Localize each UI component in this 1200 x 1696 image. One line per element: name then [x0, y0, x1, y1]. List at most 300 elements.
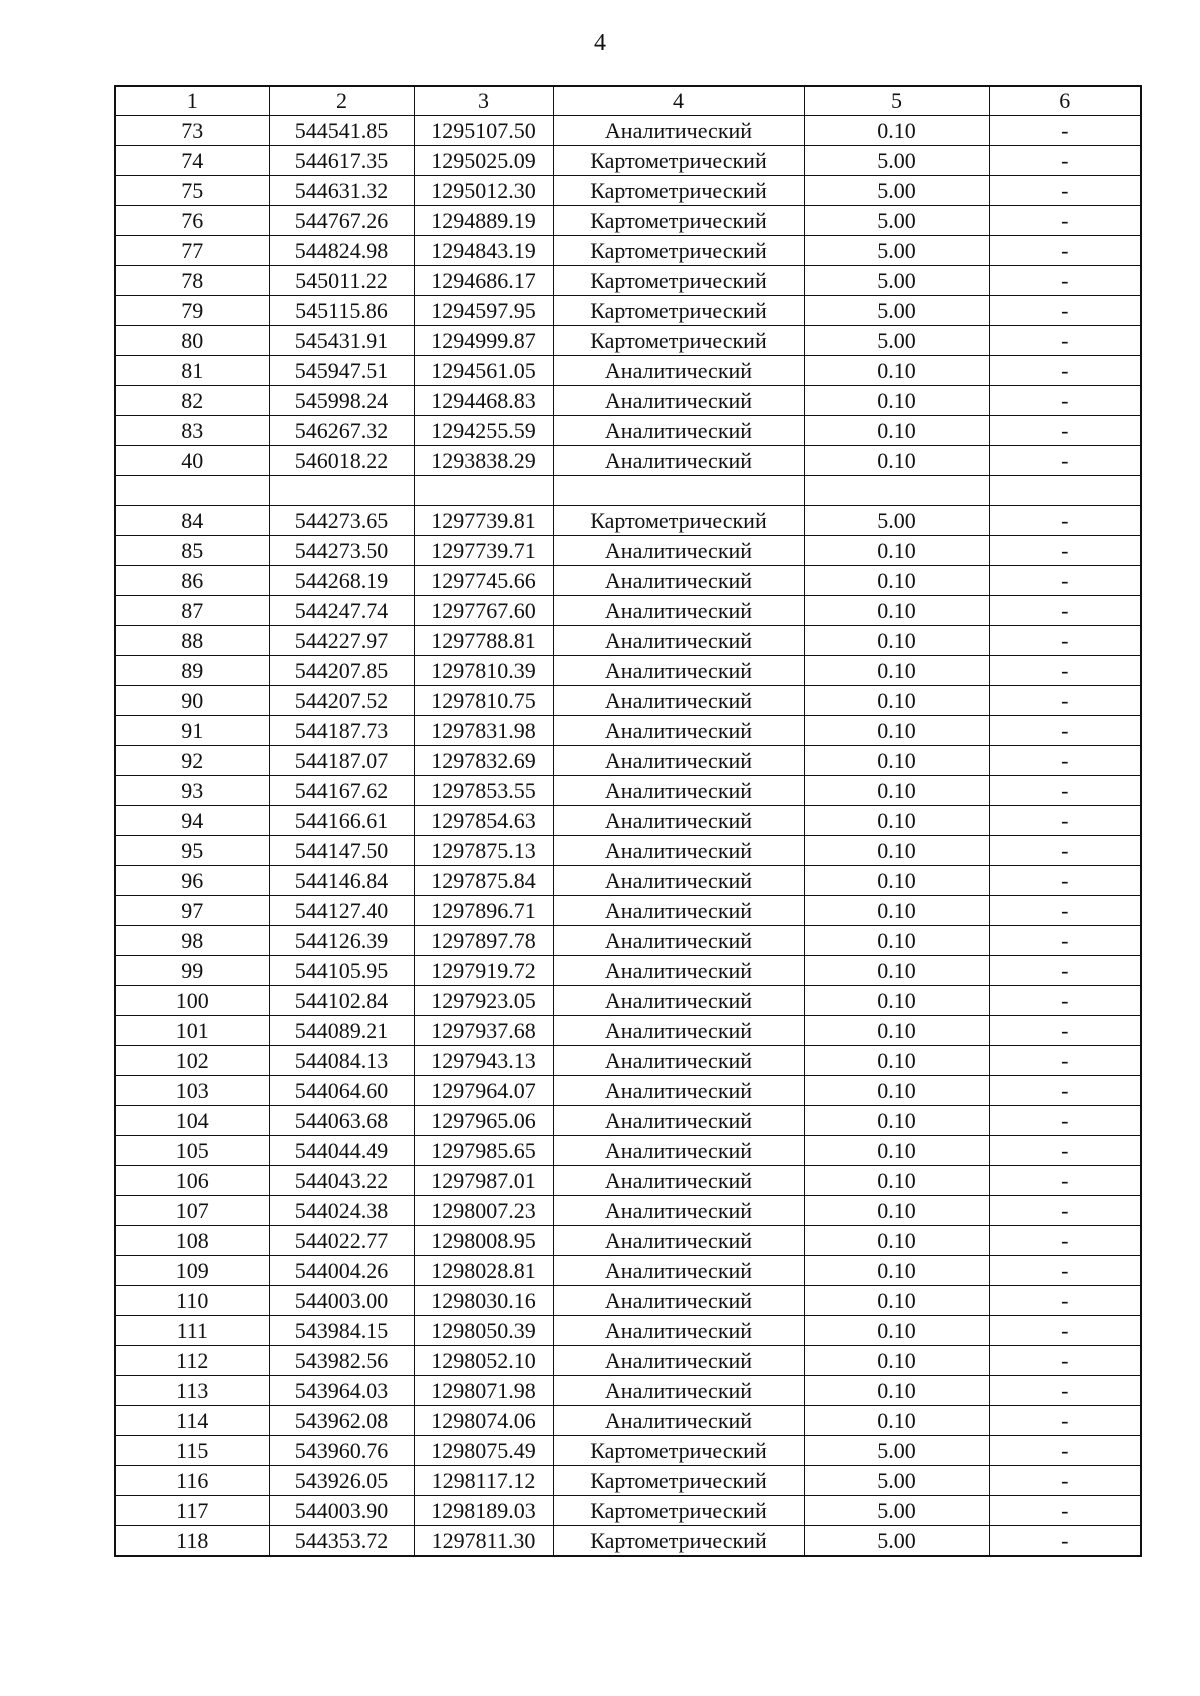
point-number-cell: 76: [115, 206, 269, 236]
header-row: [115, 86, 1141, 116]
method-cell: Аналитический: [553, 356, 804, 386]
accuracy-cell: 0.10: [804, 116, 989, 146]
x-coordinate-cell: 543964.03: [269, 1376, 414, 1406]
method-cell: Аналитический: [553, 1376, 804, 1406]
y-coordinate-cell: 1295012.30: [414, 176, 553, 206]
y-coordinate-cell: 1297943.13: [414, 1046, 553, 1076]
header-cell: 2: [269, 86, 414, 116]
point-number-cell: 111: [115, 1316, 269, 1346]
method-cell: Аналитический: [553, 926, 804, 956]
accuracy-cell: 5.00: [804, 1496, 989, 1526]
x-coordinate-cell: 544167.62: [269, 776, 414, 806]
y-coordinate-cell: 1298189.03: [414, 1496, 553, 1526]
accuracy-cell: 0.10: [804, 596, 989, 626]
note-cell: -: [989, 776, 1141, 806]
accuracy-cell: 5.00: [804, 326, 989, 356]
table-row: [115, 1436, 1141, 1466]
note-cell: -: [989, 1136, 1141, 1166]
accuracy-cell: 5.00: [804, 1466, 989, 1496]
point-number-cell: 101: [115, 1016, 269, 1046]
y-coordinate-cell: 1298008.95: [414, 1226, 553, 1256]
note-cell: -: [989, 1166, 1141, 1196]
note-cell: -: [989, 596, 1141, 626]
method-cell: Аналитический: [553, 1166, 804, 1196]
table-row: [115, 1376, 1141, 1406]
accuracy-cell: 0.10: [804, 716, 989, 746]
y-coordinate-cell: 1297739.81: [414, 506, 553, 536]
accuracy-cell: 0.10: [804, 386, 989, 416]
method-cell: Картометрический: [553, 146, 804, 176]
point-number-cell: 103: [115, 1076, 269, 1106]
accuracy-cell: 0.10: [804, 1076, 989, 1106]
point-number-cell: 81: [115, 356, 269, 386]
table-row: [115, 296, 1141, 326]
table-row: [115, 716, 1141, 746]
table-row: [115, 1256, 1141, 1286]
note-cell: -: [989, 1406, 1141, 1436]
x-coordinate-cell: 544273.50: [269, 536, 414, 566]
header-cell: 3: [414, 86, 553, 116]
x-coordinate-cell: 544353.72: [269, 1526, 414, 1557]
y-coordinate-cell: 1298028.81: [414, 1256, 553, 1286]
method-cell: Аналитический: [553, 386, 804, 416]
note-cell: -: [989, 326, 1141, 356]
note-cell: -: [989, 266, 1141, 296]
table-row: [115, 1286, 1141, 1316]
accuracy-cell: 5.00: [804, 506, 989, 536]
note-cell: -: [989, 956, 1141, 986]
accuracy-cell: 0.10: [804, 446, 989, 476]
y-coordinate-cell: 1297854.63: [414, 806, 553, 836]
method-cell: Аналитический: [553, 596, 804, 626]
x-coordinate-cell: 545431.91: [269, 326, 414, 356]
y-coordinate-cell: 1295107.50: [414, 116, 553, 146]
x-coordinate-cell: 544102.84: [269, 986, 414, 1016]
accuracy-cell: 0.10: [804, 356, 989, 386]
table-row: [115, 926, 1141, 956]
x-coordinate-cell: 544064.60: [269, 1076, 414, 1106]
x-coordinate-cell: 544146.84: [269, 866, 414, 896]
x-coordinate-cell: 544631.32: [269, 176, 414, 206]
accuracy-cell: 5.00: [804, 176, 989, 206]
point-number-cell: 79: [115, 296, 269, 326]
note-cell: -: [989, 986, 1141, 1016]
point-number-cell: 95: [115, 836, 269, 866]
table-row: [115, 1316, 1141, 1346]
y-coordinate-cell: 1297739.71: [414, 536, 553, 566]
method-cell: Аналитический: [553, 836, 804, 866]
y-coordinate-cell: 1297811.30: [414, 1526, 553, 1557]
header-cell: 5: [804, 86, 989, 116]
note-cell: -: [989, 1286, 1141, 1316]
x-coordinate-cell: 545011.22: [269, 266, 414, 296]
y-coordinate-cell: 1295025.09: [414, 146, 553, 176]
note-cell: -: [989, 416, 1141, 446]
table-row: [115, 356, 1141, 386]
method-cell: Аналитический: [553, 1256, 804, 1286]
accuracy-cell: 0.10: [804, 566, 989, 596]
table-row: [115, 326, 1141, 356]
x-coordinate-cell: 544043.22: [269, 1166, 414, 1196]
y-coordinate-cell: 1298074.06: [414, 1406, 553, 1436]
point-number-cell: 74: [115, 146, 269, 176]
accuracy-cell: 0.10: [804, 1166, 989, 1196]
table-row: [115, 896, 1141, 926]
accuracy-cell: 0.10: [804, 1046, 989, 1076]
x-coordinate-cell: 545115.86: [269, 296, 414, 326]
point-number-cell: 102: [115, 1046, 269, 1076]
note-cell: -: [989, 1076, 1141, 1106]
table-row: [115, 116, 1141, 146]
point-number-cell: 117: [115, 1496, 269, 1526]
note-cell: -: [989, 1436, 1141, 1466]
point-number-cell: 100: [115, 986, 269, 1016]
point-number-cell: 108: [115, 1226, 269, 1256]
method-cell: Аналитический: [553, 1196, 804, 1226]
table-row: [115, 1496, 1141, 1526]
x-coordinate-cell: 544166.61: [269, 806, 414, 836]
x-coordinate-cell: 544105.95: [269, 956, 414, 986]
table-row: [115, 1046, 1141, 1076]
accuracy-cell: 0.10: [804, 926, 989, 956]
point-number-cell: 90: [115, 686, 269, 716]
accuracy-cell: [804, 476, 989, 506]
note-cell: -: [989, 626, 1141, 656]
table-row: [115, 536, 1141, 566]
table-row: [115, 1346, 1141, 1376]
point-number-cell: 84: [115, 506, 269, 536]
table-row: [115, 596, 1141, 626]
method-cell: Аналитический: [553, 806, 804, 836]
method-cell: Аналитический: [553, 1046, 804, 1076]
table-row: [115, 1076, 1141, 1106]
method-cell: Аналитический: [553, 1346, 804, 1376]
note-cell: -: [989, 1256, 1141, 1286]
accuracy-cell: 0.10: [804, 896, 989, 926]
note-cell: -: [989, 236, 1141, 266]
accuracy-cell: 5.00: [804, 266, 989, 296]
method-cell: Аналитический: [553, 1406, 804, 1436]
method-cell: Картометрический: [553, 1496, 804, 1526]
x-coordinate-cell: 544127.40: [269, 896, 414, 926]
point-number-cell: 85: [115, 536, 269, 566]
note-cell: -: [989, 1016, 1141, 1046]
y-coordinate-cell: 1294255.59: [414, 416, 553, 446]
y-coordinate-cell: 1297810.75: [414, 686, 553, 716]
page-number: 4: [594, 30, 606, 56]
note-cell: -: [989, 1196, 1141, 1226]
point-number-cell: 86: [115, 566, 269, 596]
x-coordinate-cell: 544273.65: [269, 506, 414, 536]
note-cell: -: [989, 1226, 1141, 1256]
method-cell: Аналитический: [553, 1316, 804, 1346]
method-cell: Аналитический: [553, 1226, 804, 1256]
header-cell: 6: [989, 86, 1141, 116]
note-cell: -: [989, 356, 1141, 386]
table-header: [115, 86, 1141, 116]
y-coordinate-cell: 1293838.29: [414, 446, 553, 476]
method-cell: Аналитический: [553, 1076, 804, 1106]
accuracy-cell: 0.10: [804, 1136, 989, 1166]
method-cell: [553, 476, 804, 506]
note-cell: -: [989, 1466, 1141, 1496]
note-cell: -: [989, 896, 1141, 926]
point-number-cell: 92: [115, 746, 269, 776]
point-number-cell: 75: [115, 176, 269, 206]
method-cell: Аналитический: [553, 656, 804, 686]
method-cell: Картометрический: [553, 176, 804, 206]
accuracy-cell: 0.10: [804, 1406, 989, 1436]
accuracy-cell: 0.10: [804, 806, 989, 836]
table-row: [115, 266, 1141, 296]
table-body: [115, 116, 1141, 1557]
point-number-cell: 87: [115, 596, 269, 626]
table-row: [115, 626, 1141, 656]
method-cell: Картометрический: [553, 1526, 804, 1557]
x-coordinate-cell: 544207.85: [269, 656, 414, 686]
point-number-cell: [115, 476, 269, 506]
x-coordinate-cell: 544004.26: [269, 1256, 414, 1286]
method-cell: Картометрический: [553, 296, 804, 326]
note-cell: -: [989, 386, 1141, 416]
accuracy-cell: 0.10: [804, 1016, 989, 1046]
accuracy-cell: 0.10: [804, 746, 989, 776]
x-coordinate-cell: 544089.21: [269, 1016, 414, 1046]
note-cell: -: [989, 566, 1141, 596]
y-coordinate-cell: [414, 476, 553, 506]
accuracy-cell: 0.10: [804, 986, 989, 1016]
point-number-cell: 94: [115, 806, 269, 836]
y-coordinate-cell: 1297875.13: [414, 836, 553, 866]
y-coordinate-cell: 1297896.71: [414, 896, 553, 926]
table-row: [115, 176, 1141, 206]
point-number-cell: 73: [115, 116, 269, 146]
y-coordinate-cell: 1297923.05: [414, 986, 553, 1016]
y-coordinate-cell: 1298075.49: [414, 1436, 553, 1466]
method-cell: Аналитический: [553, 566, 804, 596]
accuracy-cell: 0.10: [804, 1106, 989, 1136]
x-coordinate-cell: 543984.15: [269, 1316, 414, 1346]
y-coordinate-cell: 1294468.83: [414, 386, 553, 416]
y-coordinate-cell: 1298050.39: [414, 1316, 553, 1346]
point-number-cell: 105: [115, 1136, 269, 1166]
y-coordinate-cell: 1298030.16: [414, 1286, 553, 1316]
x-coordinate-cell: 544207.52: [269, 686, 414, 716]
table-row: [115, 386, 1141, 416]
accuracy-cell: 5.00: [804, 1526, 989, 1557]
x-coordinate-cell: 546018.22: [269, 446, 414, 476]
x-coordinate-cell: 543962.08: [269, 1406, 414, 1436]
table-row: [115, 1466, 1141, 1496]
x-coordinate-cell: 544617.35: [269, 146, 414, 176]
method-cell: Аналитический: [553, 686, 804, 716]
y-coordinate-cell: 1297767.60: [414, 596, 553, 626]
y-coordinate-cell: 1297987.01: [414, 1166, 553, 1196]
accuracy-cell: 0.10: [804, 686, 989, 716]
x-coordinate-cell: 544187.73: [269, 716, 414, 746]
x-coordinate-cell: 544003.00: [269, 1286, 414, 1316]
accuracy-cell: 0.10: [804, 866, 989, 896]
y-coordinate-cell: 1294561.05: [414, 356, 553, 386]
x-coordinate-cell: 544187.07: [269, 746, 414, 776]
accuracy-cell: 0.10: [804, 1346, 989, 1376]
method-cell: Аналитический: [553, 716, 804, 746]
accuracy-cell: 5.00: [804, 146, 989, 176]
method-cell: Аналитический: [553, 626, 804, 656]
note-cell: -: [989, 146, 1141, 176]
accuracy-cell: 0.10: [804, 1316, 989, 1346]
y-coordinate-cell: 1294843.19: [414, 236, 553, 266]
table-row: [115, 566, 1141, 596]
accuracy-cell: 0.10: [804, 1376, 989, 1406]
y-coordinate-cell: 1294686.17: [414, 266, 553, 296]
table-row: [115, 746, 1141, 776]
x-coordinate-cell: 544268.19: [269, 566, 414, 596]
point-number-cell: 40: [115, 446, 269, 476]
table-row: [115, 1106, 1141, 1136]
accuracy-cell: 5.00: [804, 296, 989, 326]
table-row: [115, 986, 1141, 1016]
point-number-cell: 107: [115, 1196, 269, 1226]
table-row: [115, 1136, 1141, 1166]
x-coordinate-cell: 545998.24: [269, 386, 414, 416]
note-cell: -: [989, 806, 1141, 836]
note-cell: -: [989, 1316, 1141, 1346]
accuracy-cell: 0.10: [804, 1196, 989, 1226]
method-cell: Аналитический: [553, 896, 804, 926]
note-cell: -: [989, 506, 1141, 536]
method-cell: Аналитический: [553, 746, 804, 776]
x-coordinate-cell: 545947.51: [269, 356, 414, 386]
table-row: [115, 236, 1141, 266]
x-coordinate-cell: 543926.05: [269, 1466, 414, 1496]
point-number-cell: 115: [115, 1436, 269, 1466]
x-coordinate-cell: 544247.74: [269, 596, 414, 626]
point-number-cell: 106: [115, 1166, 269, 1196]
point-number-cell: 99: [115, 956, 269, 986]
method-cell: Картометрический: [553, 1466, 804, 1496]
accuracy-cell: 0.10: [804, 536, 989, 566]
y-coordinate-cell: 1298117.12: [414, 1466, 553, 1496]
y-coordinate-cell: 1294597.95: [414, 296, 553, 326]
y-coordinate-cell: 1297965.06: [414, 1106, 553, 1136]
x-coordinate-cell: 544022.77: [269, 1226, 414, 1256]
accuracy-cell: 0.10: [804, 836, 989, 866]
x-coordinate-cell: 543982.56: [269, 1346, 414, 1376]
note-cell: -: [989, 296, 1141, 326]
note-cell: [989, 476, 1141, 506]
table-row: [115, 686, 1141, 716]
method-cell: Аналитический: [553, 1286, 804, 1316]
table-row: [115, 806, 1141, 836]
note-cell: -: [989, 746, 1141, 776]
note-cell: -: [989, 1106, 1141, 1136]
point-number-cell: 113: [115, 1376, 269, 1406]
y-coordinate-cell: 1298071.98: [414, 1376, 553, 1406]
table-row: [115, 866, 1141, 896]
note-cell: -: [989, 716, 1141, 746]
table-row: [115, 1166, 1141, 1196]
point-number-cell: 96: [115, 866, 269, 896]
x-coordinate-cell: 544063.68: [269, 1106, 414, 1136]
note-cell: -: [989, 1526, 1141, 1557]
y-coordinate-cell: 1297985.65: [414, 1136, 553, 1166]
table-row: [115, 1196, 1141, 1226]
point-number-cell: 80: [115, 326, 269, 356]
x-coordinate-cell: 544084.13: [269, 1046, 414, 1076]
method-cell: Аналитический: [553, 1016, 804, 1046]
y-coordinate-cell: 1298007.23: [414, 1196, 553, 1226]
note-cell: -: [989, 866, 1141, 896]
point-number-cell: 82: [115, 386, 269, 416]
point-number-cell: 116: [115, 1466, 269, 1496]
method-cell: Аналитический: [553, 446, 804, 476]
method-cell: Картометрический: [553, 206, 804, 236]
accuracy-cell: 5.00: [804, 206, 989, 236]
coordinates-table: [114, 85, 1142, 1557]
table-row: [115, 1016, 1141, 1046]
x-coordinate-cell: 544824.98: [269, 236, 414, 266]
point-number-cell: 88: [115, 626, 269, 656]
note-cell: -: [989, 176, 1141, 206]
x-coordinate-cell: 544767.26: [269, 206, 414, 236]
method-cell: Картометрический: [553, 506, 804, 536]
point-number-cell: 93: [115, 776, 269, 806]
note-cell: -: [989, 1046, 1141, 1076]
method-cell: Картометрический: [553, 326, 804, 356]
point-number-cell: 83: [115, 416, 269, 446]
note-cell: -: [989, 836, 1141, 866]
y-coordinate-cell: 1297964.07: [414, 1076, 553, 1106]
x-coordinate-cell: 544227.97: [269, 626, 414, 656]
note-cell: -: [989, 686, 1141, 716]
y-coordinate-cell: 1298052.10: [414, 1346, 553, 1376]
accuracy-cell: 5.00: [804, 1436, 989, 1466]
x-coordinate-cell: 544541.85: [269, 116, 414, 146]
x-coordinate-cell: 543960.76: [269, 1436, 414, 1466]
accuracy-cell: 5.00: [804, 236, 989, 266]
point-number-cell: 97: [115, 896, 269, 926]
accuracy-cell: 0.10: [804, 1286, 989, 1316]
x-coordinate-cell: 544147.50: [269, 836, 414, 866]
y-coordinate-cell: 1297853.55: [414, 776, 553, 806]
table-row: [115, 656, 1141, 686]
table-row: [115, 146, 1141, 176]
y-coordinate-cell: 1297788.81: [414, 626, 553, 656]
method-cell: Аналитический: [553, 116, 804, 146]
table-row: [115, 206, 1141, 236]
table-row: [115, 506, 1141, 536]
method-cell: Аналитический: [553, 1136, 804, 1166]
x-coordinate-cell: 544024.38: [269, 1196, 414, 1226]
note-cell: -: [989, 1376, 1141, 1406]
y-coordinate-cell: 1297919.72: [414, 956, 553, 986]
table-row: [115, 776, 1141, 806]
y-coordinate-cell: 1297745.66: [414, 566, 553, 596]
point-number-cell: 114: [115, 1406, 269, 1436]
accuracy-cell: 0.10: [804, 656, 989, 686]
note-cell: -: [989, 1346, 1141, 1376]
accuracy-cell: 0.10: [804, 776, 989, 806]
method-cell: Картометрический: [553, 266, 804, 296]
note-cell: -: [989, 926, 1141, 956]
accuracy-cell: 0.10: [804, 416, 989, 446]
table-row: [115, 446, 1141, 476]
method-cell: Аналитический: [553, 956, 804, 986]
method-cell: Аналитический: [553, 416, 804, 446]
y-coordinate-cell: 1297897.78: [414, 926, 553, 956]
x-coordinate-cell: 544044.49: [269, 1136, 414, 1166]
